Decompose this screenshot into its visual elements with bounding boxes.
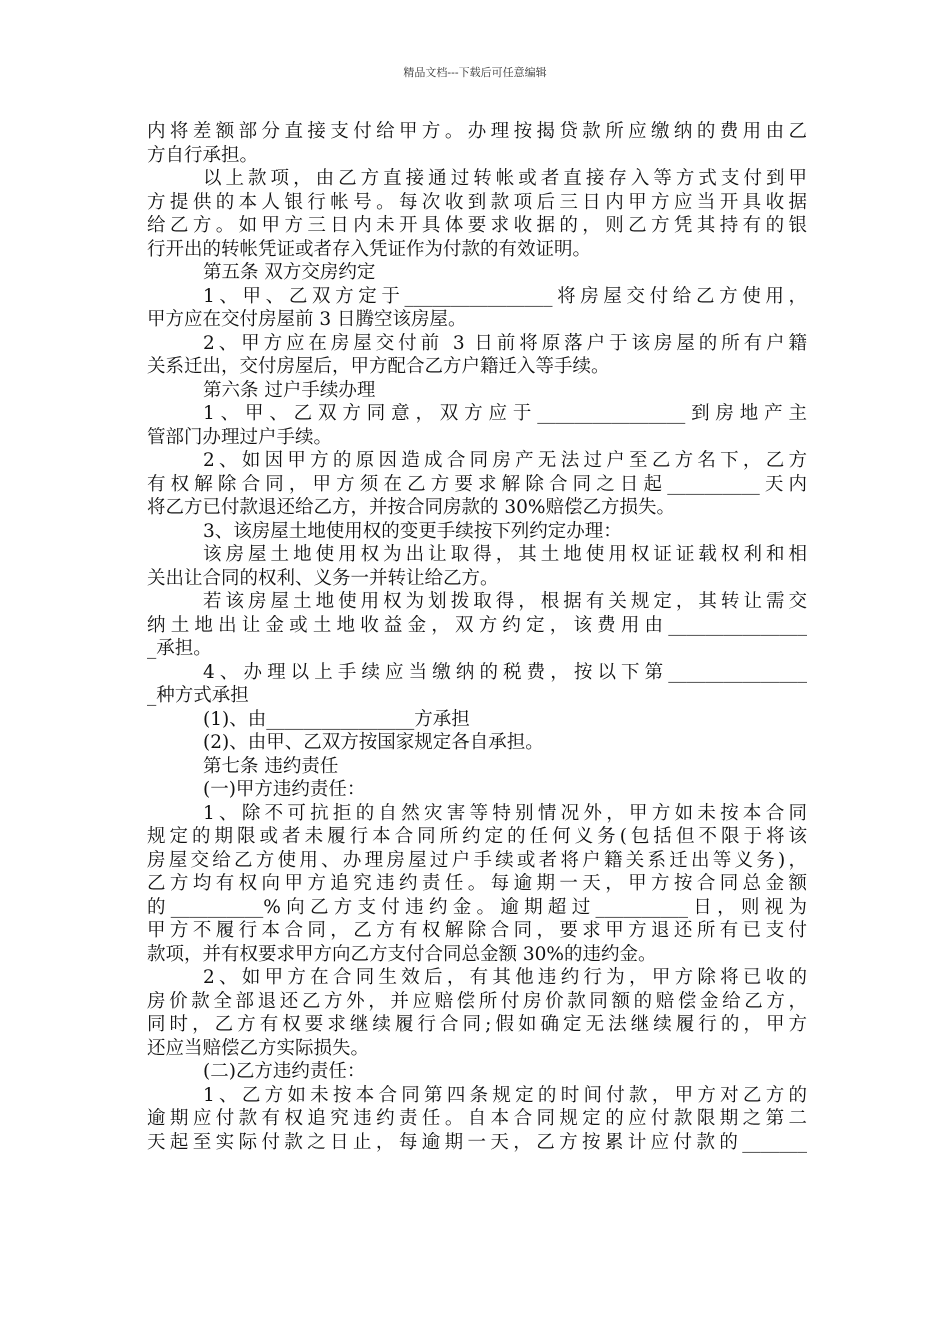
text-line: 1、甲、乙双方同意，双方应于________________到房地产主: [203, 403, 807, 424]
text-line: 1、甲、乙双方定于________________将房屋交付给乙方使用，: [203, 285, 807, 307]
text-line: 第六条 过户手续办理: [203, 379, 376, 401]
text-line: 4、办理以上手续应当缴纳的税费，按以下第_______________: [203, 661, 807, 683]
text-line: 还应当赔偿乙方实际损失。: [147, 1037, 370, 1059]
text-line: 管部门办理过户手续。: [147, 426, 333, 448]
text-line: 行开出的转帐凭证或者存入凭证作为付款的有效证明。: [147, 238, 592, 260]
text-line: 若该房屋土地使用权为划拨取得，根据有关规定，其转让需交: [203, 591, 807, 612]
text-line: 第五条 双方交房约定: [203, 262, 376, 283]
text-line: 以上款项，由乙方直接通过转帐或者直接存入等方式支付到甲: [203, 168, 807, 189]
text-line: 甲方应在交付房屋前 3 日腾空该房屋。: [147, 309, 467, 330]
text-line: 该房屋土地使用权为出让取得，其土地使用权证证载权利和相: [203, 544, 807, 565]
document-body: [147, 120, 807, 1154]
text-line: (二)乙方违约责任：: [203, 1061, 366, 1082]
text-line: 房价款全部退还乙方外，并应赔偿所付房价款同额的赔偿金给乙方，: [147, 990, 807, 1012]
text-line: 将乙方已付款退还给乙方，并按合同房款的 30%赔偿乙方损失。: [147, 497, 676, 518]
text-line: 关系迁出，交付房屋后，甲方配合乙方户籍迁入等手续。: [147, 356, 610, 377]
text-line: 内将差额部分直接支付给甲方。办理按揭贷款所应缴纳的费用由乙: [147, 121, 807, 142]
text-line: (2)、由甲、乙双方按国家规定各自承担。: [203, 732, 544, 753]
text-line: 1、除不可抗拒的自然灾害等特别情况外，甲方如未按本合同: [203, 802, 807, 824]
text-line: 1、乙方如未按本合同第四条规定的时间付款，甲方对乙方的: [203, 1084, 807, 1106]
text-line: 给乙方。如甲方三日内未开具体要求收据的，则乙方凭其持有的银: [147, 215, 807, 236]
text-line: (1)、由________________方承担: [203, 708, 470, 730]
text-line: 2、如甲方在合同生效后，有其他违约行为，甲方除将已收的: [203, 967, 807, 988]
text-line: 有权解除合同，甲方须在乙方要求解除合同之日起__________天内: [147, 473, 807, 495]
text-line: 方提供的本人银行帐号。每次收到款项后三日内甲方应当开具收据: [147, 191, 807, 213]
text-line: 规定的期限或者未履行本合同所约定的任何义务(包括但不限于将该: [147, 826, 807, 847]
text-line: 房屋交给乙方使用、办理房屋过户手续或者将户籍关系迁出等义务)，: [147, 849, 807, 871]
text-line: 方自行承担。: [147, 144, 259, 166]
text-line: 逾期应付款有权追究违约责任。自本合同规定的应付款限期之第二: [147, 1108, 807, 1129]
text-line: _种方式承担: [147, 685, 249, 706]
text-line: 纳土地出让金或土地收益金，双方约定，该费用由_______________: [147, 614, 807, 636]
text-line: 3、该房屋土地使用权的变更手续按下列约定办理：: [203, 520, 622, 542]
text-line: 乙方均有权向甲方追究违约责任。每逾期一天，甲方按合同总金额: [147, 873, 807, 894]
text-line: 款项，并有权要求甲方向乙方支付合同总金额 30%的违约金。: [147, 943, 657, 965]
text-line: 的__________%向乙方支付违约金。逾期超过__________日，则视为: [147, 896, 807, 918]
text-line: _承担。: [147, 638, 212, 659]
text-line: 第七条 违约责任: [203, 755, 339, 777]
page-header: 精品文档---下载后可任意编辑: [403, 66, 547, 79]
text-line: 同时，乙方有权要求继续履行合同;假如确定无法继续履行的，甲方: [147, 1014, 807, 1035]
text-line: 甲方不履行本合同，乙方有权解除合同，要求甲方退还所有已支付: [147, 920, 807, 941]
text-line: (一)甲方违约责任：: [203, 779, 366, 800]
text-line: 天起至实际付款之日止，每逾期一天，乙方按累计应付款的_______: [147, 1131, 807, 1153]
text-line: 关出让合同的权利、义务一并转让给乙方。: [147, 567, 499, 589]
text-line: 2、甲方应在房屋交付前 3 日前将原落户于该房屋的所有户籍: [203, 332, 807, 354]
text-line: 2、如因甲方的原因造成合同房产无法过户至乙方名下，乙方: [203, 450, 807, 471]
